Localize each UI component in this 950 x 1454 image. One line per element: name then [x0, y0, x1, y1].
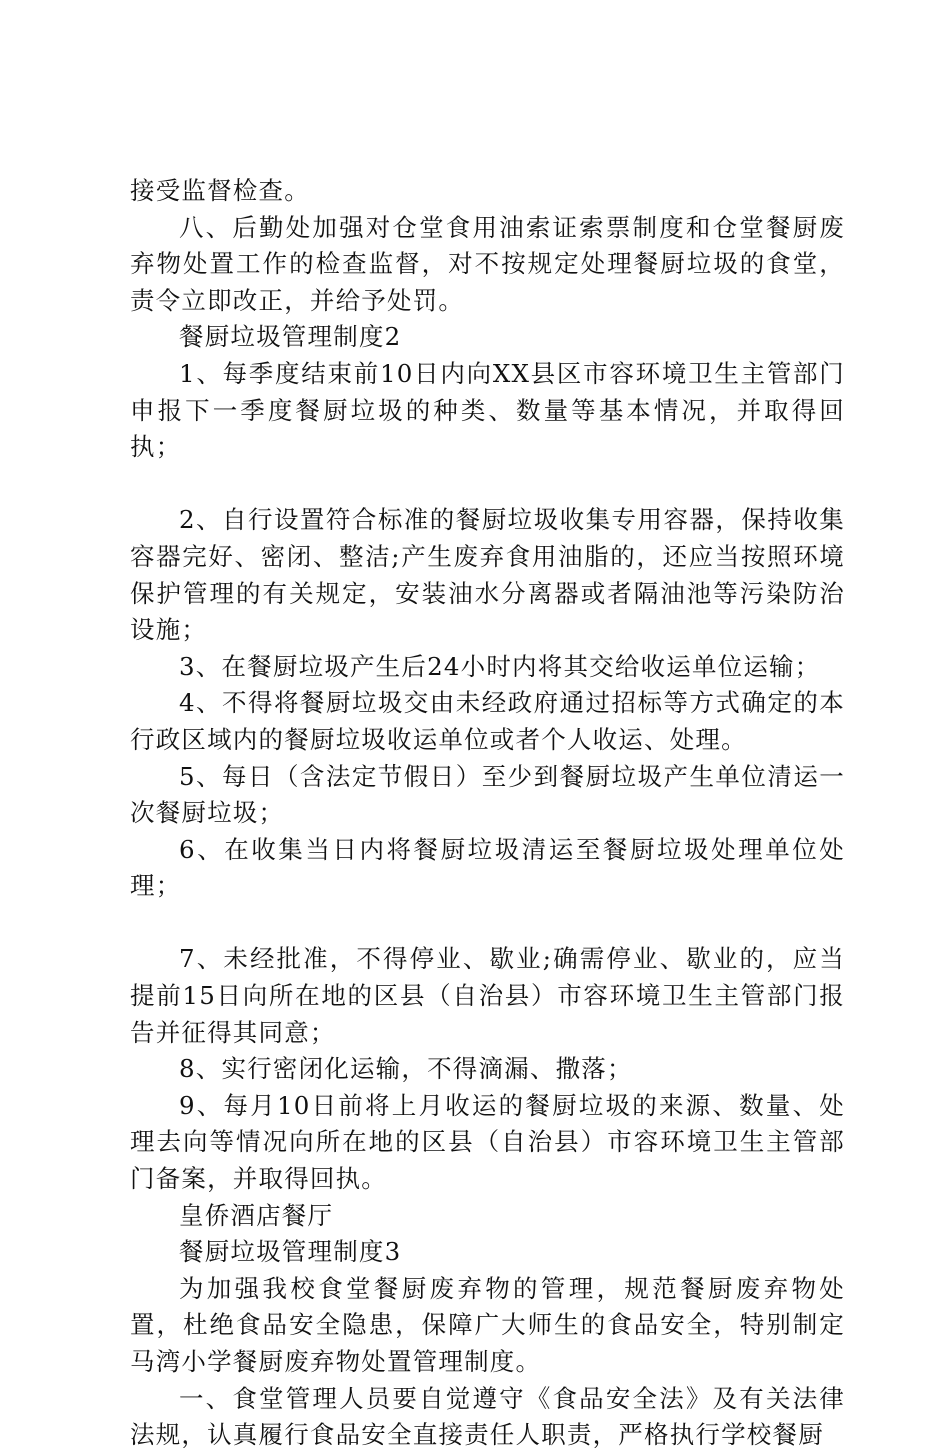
list-item: 2、自行设置符合标准的餐厨垃圾收集专用容器，保持收集容器完好、密闭、整洁;产生废弃食用油脂的，还应当按照环境保护管理的有关规定，安装油水分离器或者隔油池等污染防治设施；	[130, 505, 845, 645]
signature-line: 皇侨酒店餐厅	[179, 1200, 334, 1230]
list-item: 7、未经批准，不得停业、歇业;确需停业、歇业的，应当提前15日向所在地的区县（自治县）市容环境卫生主管部门报告并征得其同意；	[130, 944, 845, 1047]
paragraph: 接受监督检查。	[130, 176, 310, 205]
paragraph: 八、后勤处加强对仓堂食用油索证索票制度和仓堂餐厨废弃物处置工作的检查监督，对不按规定处理餐厨垃圾的食堂，责令立即改正，并给予处罚。	[130, 212, 845, 315]
document-body	[130, 173, 845, 1454]
list-item: 4、不得将餐厨垃圾交由未经政府通过招标等方式确定的本行政区域内的餐厨垃圾收运单位或者个人收运、处理。	[130, 688, 845, 754]
list-item: 1、每季度结束前10日内向XX县区市容环境卫生主管部门申报下一季度餐厨垃圾的种类、数量等基本情况，并取得回执；	[130, 358, 845, 462]
paragraph: 为加强我校食堂餐厨废弃物的管理，规范餐厨废弃物处置，杜绝食品安全隐患，保障广大师生的食品安全，特别制定马湾小学餐厨废弃物处置管理制度。	[130, 1273, 845, 1376]
list-item: 3、在餐厨垃圾产生后24小时内将其交给收运单位运输；	[179, 651, 821, 681]
list-item: 8、实行密闭化运输，不得滴漏、撒落；	[179, 1054, 633, 1084]
list-item: 5、每日（含法定节假日）至少到餐厨垃圾产生单位清运一次餐厨垃圾；	[130, 761, 845, 828]
section-heading: 餐厨垃圾管理制度3	[179, 1237, 402, 1267]
list-item: 6、在收集当日内将餐厨垃圾清运至餐厨垃圾处理单位处理；	[130, 834, 845, 901]
paragraph: 一、食堂管理人员要自觉遵守《食品安全法》及有关法律法规，认真履行食品安全直接责任人职责，严格执行学校餐厨	[130, 1383, 845, 1450]
section-heading: 餐厨垃圾管理制度2	[179, 322, 402, 352]
list-item: 9、每月10日前将上月收运的餐厨垃圾的来源、数量、处理去向等情况向所在地的区县（自治县）市容环境卫生主管部门备案，并取得回执。	[130, 1090, 845, 1194]
